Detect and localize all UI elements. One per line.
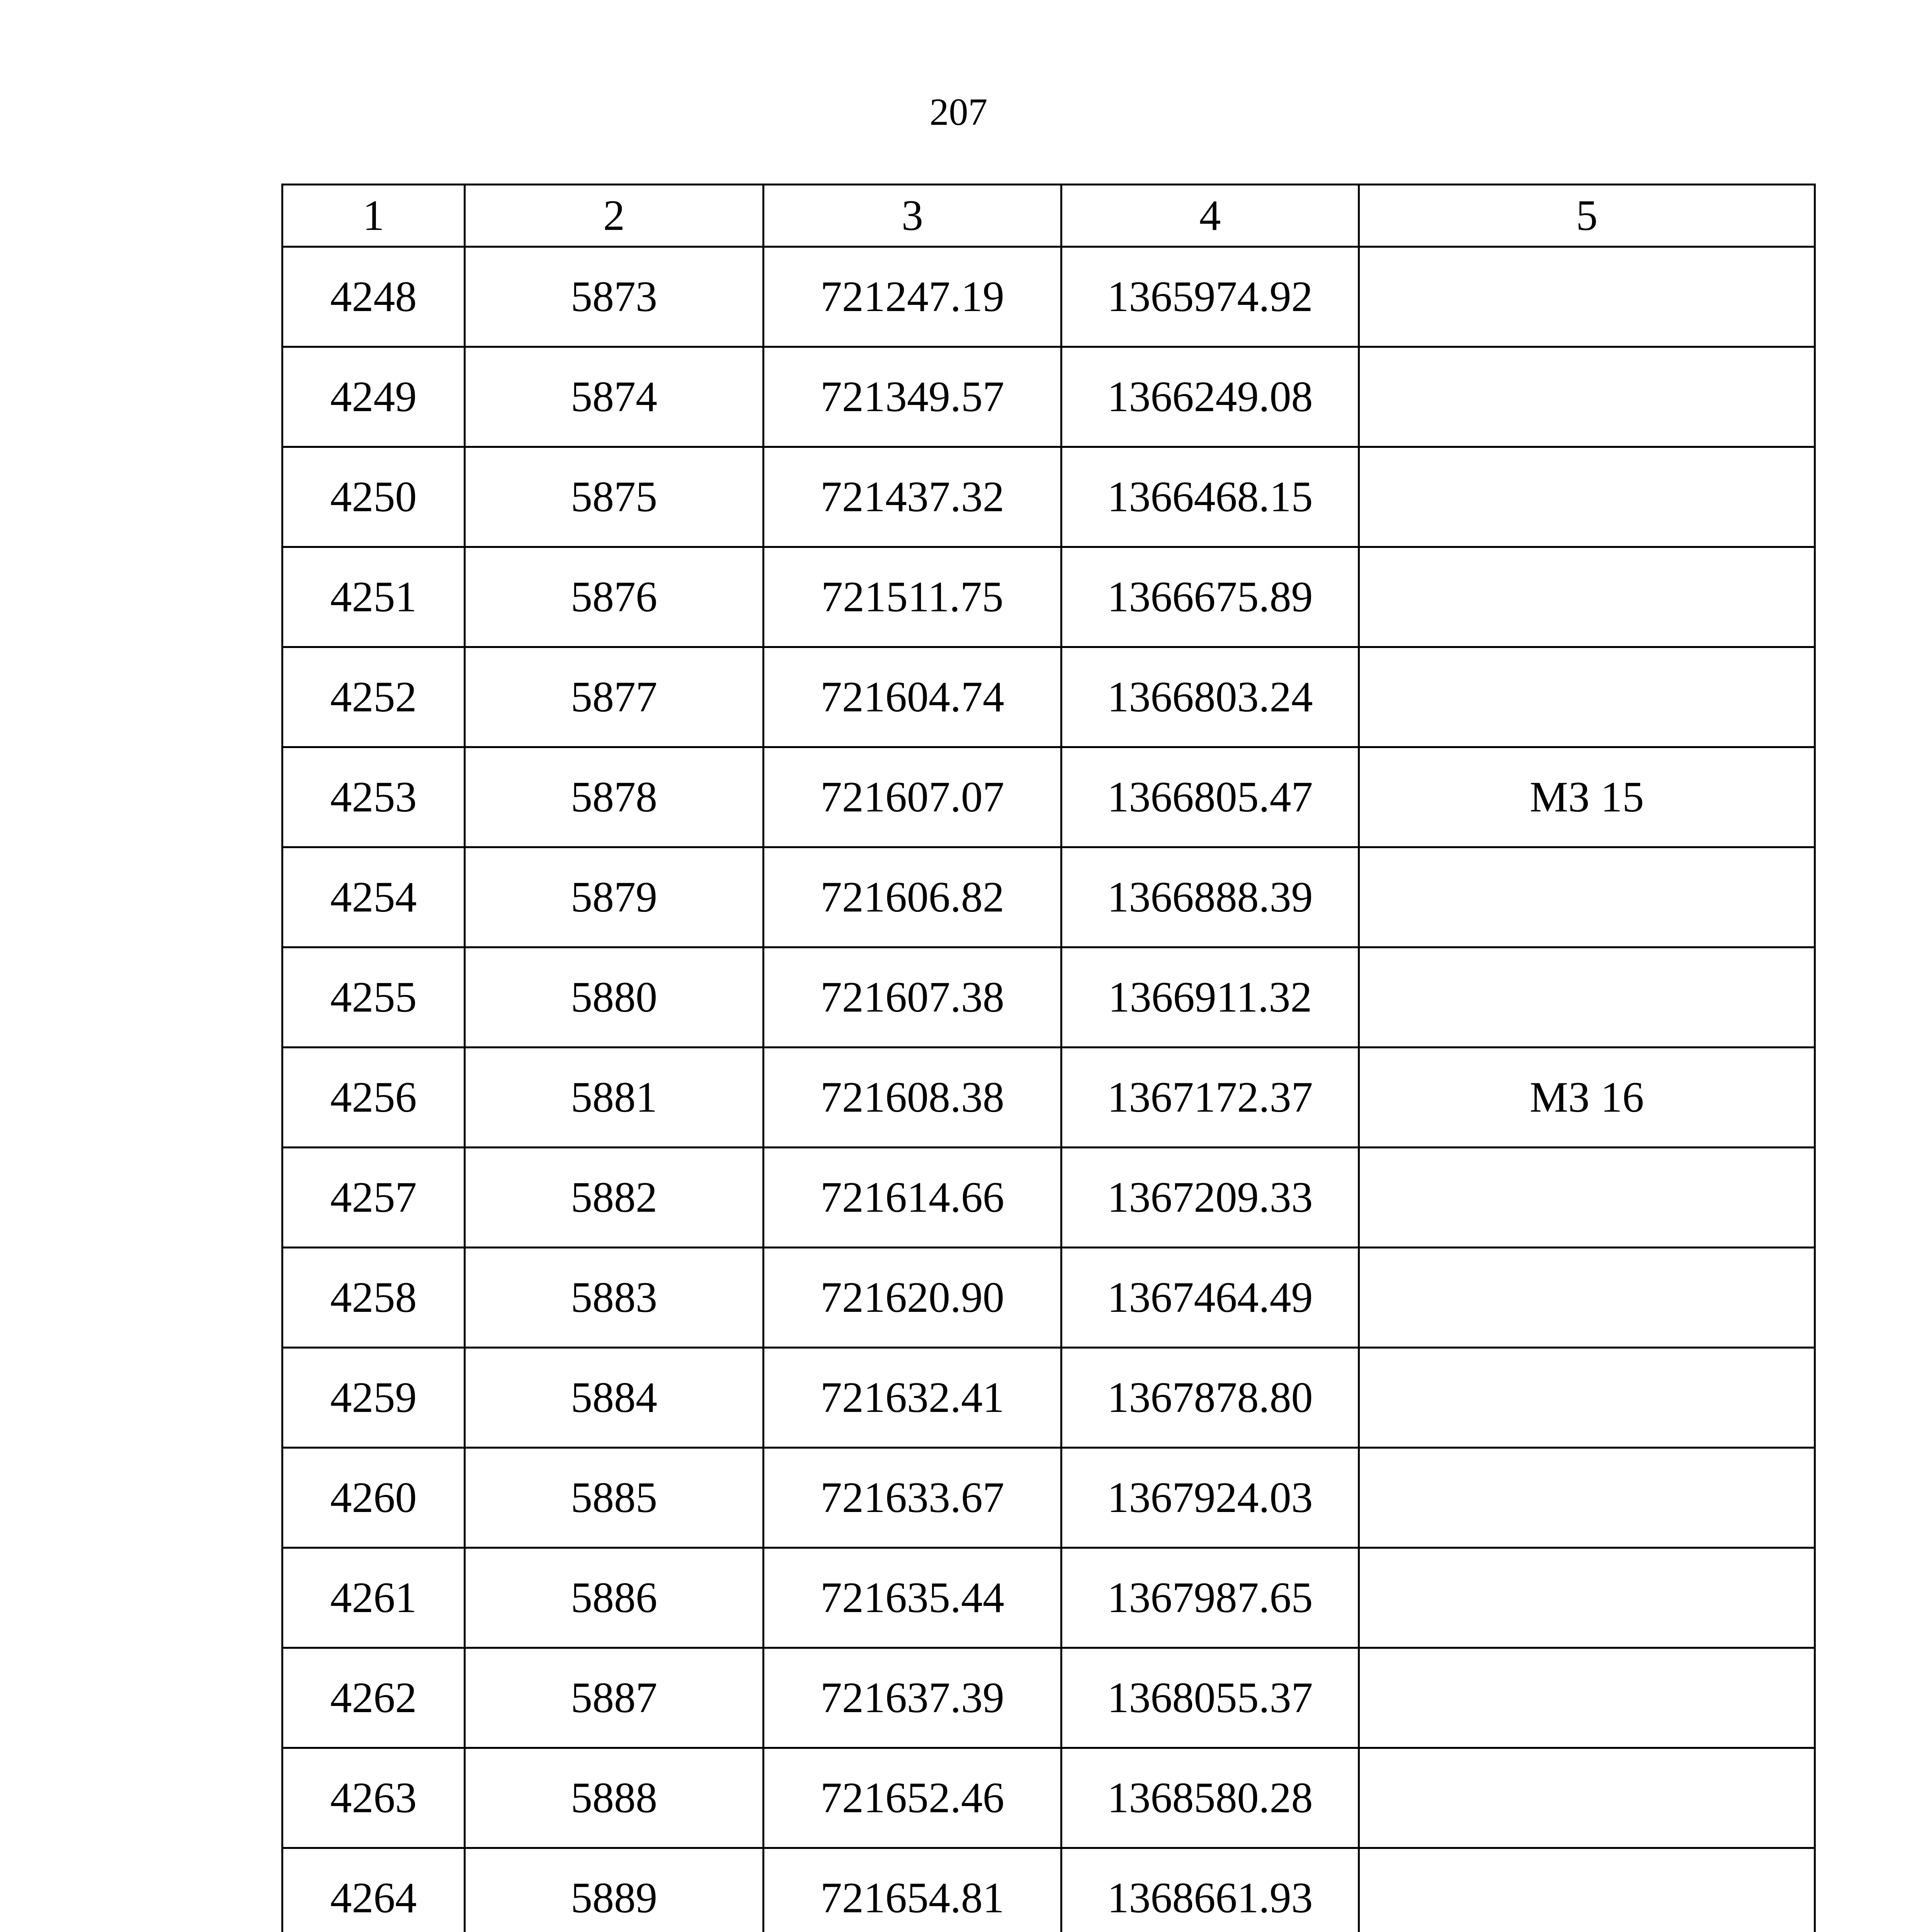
table-cell-col-3: 721614.66 bbox=[764, 1148, 1061, 1248]
table-row bbox=[282, 1448, 1815, 1548]
table-cell-col-4: 1367924.03 bbox=[1061, 1448, 1359, 1548]
table-cell-col-5 bbox=[1359, 547, 1815, 647]
table-cell-col-1: 4255 bbox=[282, 947, 465, 1048]
table-cell-col-1: 4261 bbox=[282, 1548, 465, 1648]
table-row bbox=[282, 1748, 1815, 1848]
table-cell-col-1: 4263 bbox=[282, 1748, 465, 1848]
table-cell-col-2: 5887 bbox=[465, 1648, 764, 1748]
table-cell-col-4: 1367464.49 bbox=[1061, 1248, 1359, 1348]
table-cell-col-5 bbox=[1359, 647, 1815, 747]
table-cell-col-5 bbox=[1359, 1648, 1815, 1748]
table-cell-col-4: 1366805.47 bbox=[1061, 747, 1359, 847]
column-header-4: 4 bbox=[1061, 185, 1359, 247]
table-cell-col-1: 4257 bbox=[282, 1148, 465, 1248]
table-row bbox=[282, 1648, 1815, 1748]
column-header-5: 5 bbox=[1359, 185, 1815, 247]
table-cell-col-3: 721606.82 bbox=[764, 847, 1061, 947]
table-cell-col-3: 721511.75 bbox=[764, 547, 1061, 647]
table-cell-col-4: 1368580.28 bbox=[1061, 1748, 1359, 1848]
table-cell-col-4: 1366888.39 bbox=[1061, 847, 1359, 947]
table-cell-col-3: 721607.07 bbox=[764, 747, 1061, 847]
table-row bbox=[282, 347, 1815, 447]
table-cell-col-2: 5879 bbox=[465, 847, 764, 947]
table-cell-col-5 bbox=[1359, 347, 1815, 447]
table-cell-col-5 bbox=[1359, 247, 1815, 347]
table-cell-col-2: 5874 bbox=[465, 347, 764, 447]
table-row bbox=[282, 847, 1815, 947]
table-cell-col-5 bbox=[1359, 947, 1815, 1048]
column-header-1: 1 bbox=[282, 185, 465, 247]
table-cell-col-4: 1367878.80 bbox=[1061, 1348, 1359, 1448]
table-row bbox=[282, 1348, 1815, 1448]
table-cell-col-3: 721247.19 bbox=[764, 247, 1061, 347]
table-cell-col-4: 1368661.93 bbox=[1061, 1848, 1359, 1932]
table-cell-col-5 bbox=[1359, 1548, 1815, 1648]
table-cell-col-4: 1366468.15 bbox=[1061, 447, 1359, 547]
table-row bbox=[282, 447, 1815, 547]
table-cell-col-5 bbox=[1359, 1448, 1815, 1548]
table-row bbox=[282, 1248, 1815, 1348]
table-cell-col-3: 721604.74 bbox=[764, 647, 1061, 747]
table-cell-col-2: 5885 bbox=[465, 1448, 764, 1548]
table-cell-col-1: 4259 bbox=[282, 1348, 465, 1448]
column-header-3: 3 bbox=[764, 185, 1061, 247]
table-cell-col-5 bbox=[1359, 1748, 1815, 1848]
table-cell-col-5 bbox=[1359, 1348, 1815, 1448]
table-cell-col-3: 721637.39 bbox=[764, 1648, 1061, 1748]
table-row bbox=[282, 747, 1815, 847]
coordinates-table bbox=[281, 184, 1816, 1932]
table-body bbox=[282, 247, 1815, 1932]
table-cell-col-4: 1367172.37 bbox=[1061, 1048, 1359, 1148]
table-row bbox=[282, 1048, 1815, 1148]
table-cell-col-1: 4264 bbox=[282, 1848, 465, 1932]
table-cell-col-5 bbox=[1359, 847, 1815, 947]
table-cell-col-1: 4252 bbox=[282, 647, 465, 747]
header-row bbox=[282, 185, 1815, 247]
table-row bbox=[282, 647, 1815, 747]
table-cell-col-3: 721633.67 bbox=[764, 1448, 1061, 1548]
column-header-2: 2 bbox=[465, 185, 764, 247]
table-row bbox=[282, 1548, 1815, 1648]
table-cell-col-3: 721652.46 bbox=[764, 1748, 1061, 1848]
table-row bbox=[282, 247, 1815, 347]
table-cell-col-1: 4249 bbox=[282, 347, 465, 447]
table-cell-col-3: 721654.81 bbox=[764, 1848, 1061, 1932]
table-cell-col-3: 721607.38 bbox=[764, 947, 1061, 1048]
table-cell-col-1: 4250 bbox=[282, 447, 465, 547]
table-cell-col-5 bbox=[1359, 1848, 1815, 1932]
table-header bbox=[282, 185, 1815, 247]
table-cell-col-4: 1368055.37 bbox=[1061, 1648, 1359, 1748]
table-cell-col-5: МЗ 15 bbox=[1359, 747, 1815, 847]
table-cell-col-2: 5886 bbox=[465, 1548, 764, 1648]
table-cell-col-2: 5875 bbox=[465, 447, 764, 547]
table-cell-col-3: 721620.90 bbox=[764, 1248, 1061, 1348]
table-row bbox=[282, 947, 1815, 1048]
page-number: 207 bbox=[929, 90, 988, 133]
table-cell-col-4: 1367209.33 bbox=[1061, 1148, 1359, 1248]
table-row bbox=[282, 1148, 1815, 1248]
table-cell-col-5 bbox=[1359, 447, 1815, 547]
table-cell-col-1: 4248 bbox=[282, 247, 465, 347]
table-cell-col-4: 1366249.08 bbox=[1061, 347, 1359, 447]
table-cell-col-3: 721632.41 bbox=[764, 1348, 1061, 1448]
table-cell-col-2: 5882 bbox=[465, 1148, 764, 1248]
table-cell-col-2: 5881 bbox=[465, 1048, 764, 1148]
table-cell-col-1: 4253 bbox=[282, 747, 465, 847]
table-cell-col-1: 4256 bbox=[282, 1048, 465, 1148]
table-cell-col-4: 1366675.89 bbox=[1061, 547, 1359, 647]
table-cell-col-3: 721349.57 bbox=[764, 347, 1061, 447]
table-cell-col-2: 5888 bbox=[465, 1748, 764, 1848]
table-row bbox=[282, 547, 1815, 647]
table-cell-col-2: 5877 bbox=[465, 647, 764, 747]
table-cell-col-2: 5878 bbox=[465, 747, 764, 847]
table-cell-col-2: 5876 bbox=[465, 547, 764, 647]
table-cell-col-5: МЗ 16 bbox=[1359, 1048, 1815, 1148]
table-cell-col-3: 721437.32 bbox=[764, 447, 1061, 547]
table-cell-col-4: 1366911.32 bbox=[1061, 947, 1359, 1048]
table-cell-col-2: 5889 bbox=[465, 1848, 764, 1932]
table-cell-col-1: 4251 bbox=[282, 547, 465, 647]
table-cell-col-2: 5884 bbox=[465, 1348, 764, 1448]
table-cell-col-4: 1365974.92 bbox=[1061, 247, 1359, 347]
table-cell-col-2: 5883 bbox=[465, 1248, 764, 1348]
table-cell-col-4: 1367987.65 bbox=[1061, 1548, 1359, 1648]
table-cell-col-2: 5880 bbox=[465, 947, 764, 1048]
table-cell-col-2: 5873 bbox=[465, 247, 764, 347]
table-cell-col-1: 4260 bbox=[282, 1448, 465, 1548]
table-row bbox=[282, 1848, 1815, 1932]
table-cell-col-5 bbox=[1359, 1248, 1815, 1348]
table-cell-col-1: 4254 bbox=[282, 847, 465, 947]
table-cell-col-5 bbox=[1359, 1148, 1815, 1248]
table-cell-col-3: 721608.38 bbox=[764, 1048, 1061, 1148]
table-cell-col-1: 4258 bbox=[282, 1248, 465, 1348]
table-cell-col-1: 4262 bbox=[282, 1648, 465, 1748]
table-cell-col-4: 1366803.24 bbox=[1061, 647, 1359, 747]
table-cell-col-3: 721635.44 bbox=[764, 1548, 1061, 1648]
